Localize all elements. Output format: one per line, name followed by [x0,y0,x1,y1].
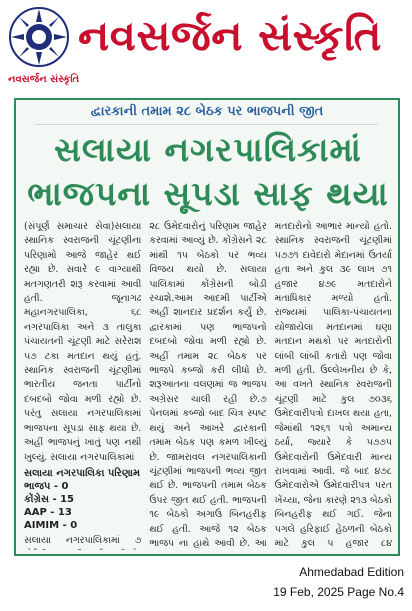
column-1-paragraph: (સંપૂર્ણ સમાચાર સેવા)સલાયા સ્થાનિક સ્વરાજની ચૂંટણીના પરિણામો આજે જાહેર થઈ રહ્યા છે. સવારે ૯ વાગ્યાથી મતગણતરી શરૂ કરવામાં આવી હતી. જૂનાગઢ મહાનગરપાલિકા, ૬૮ નગરપાલિકા અને ૩ તાલુકા પંચાયતની ચૂંટણી માટે સરેરાશ ૫૭ ટકા મતદાન થયું હતું. સ્થાનિક સ્વરાજની ચૂંટણીમાં ભારતીય જનતા પાર્ટીનો દબદબો જોવા મળી રહ્યો છે. પરંતુ સલાયા નગરપાલિકામાં ભાજપના સૂપડા સાફ થયા છે. અહીં ભાજપનું ખાતું પણ નથી ખુલ્યું. સલાયા નગરપાલિકામાં [24,221,142,463]
article-column-2 [149,220,266,550]
article-headline [26,128,390,216]
column-3-paragraph: મતદારોનો આભાર માન્યો હતો. સ્થાનિક સ્વરાજની ચૂંટણીમાં ૫૭૭૧ દાવેદારો મેદાનમાં ઉતર્યા હતા અને કુલ ૩૯ લાખ ૭૧ હજાર ૪૭૯ મતદારોને મતાધિકાર મળ્યો હતો. રાજ્યમાં પાલિકા-પંચાયતના યોજાયેલા મતદાનમાં ઘણા મતદાન મથકો પર મતદારોની લાંબી લાંબી કતારો પણ જોવા મળી હતી. ઉલ્લેખનીય છે કે, આ વખતે સ્થાનિક સ્વરાજની ચૂંટણી માટે કુલ ૭૦૩૬ ઉમેદવારીપત્રો દાખલ થયા હતા, જેમાંથી ૧૨૬૧ પત્રો અમાન્ય ઠર્યા, જ્યારે કે ૫૭૭૫ ઉમેદવારોની ઉમેદવારી માન્ય રાખવામાં આવી. જે બાદ ૪૭૮ ઉમેદવારોએ ઉમેદવારીપત્ર પરત ખેંચ્યા, જેના કારણે ૨૧૩ બેઠકો બિનહરીફ થઈ ગઈ. જેના પગલે હરિફાઈ હેઠળની બેઠકો માટે કુલ ૫ હજાર ૮૪ [274,221,392,549]
kicker-divider [36,124,378,125]
result-bjp: ભાજપ - 0 [24,480,69,492]
article-column-3 [275,220,392,550]
article-kicker: દ્વારકાની તમામ ૨૮ બેઠક પર ભાજપની જીત [90,104,324,119]
article-columns [24,220,392,550]
results-box [24,467,141,532]
result-aimim: AIMIM - 0 [24,519,78,531]
edition-name: Ahmedabad Edition [299,565,404,579]
sun-logo-icon [8,6,70,68]
article-column-1 [24,220,141,550]
edition-info [204,562,404,602]
headline-line-2: ભાજપના સૂપડા સાફ થયા [27,174,389,213]
newspaper-title: નવસર્જન સંસ્કૃતિ [78,11,382,60]
results-title: સલાયા નગરપાલિકા પરિણામ [24,467,141,479]
edition-date-page: 19 Feb, 2025 Page No.4 [273,585,404,599]
news-article [14,98,400,556]
masthead [0,0,412,92]
headline-line-1: સલાયા નગરપાલિકામાં [54,130,362,169]
result-aap: AAP - 13 [24,506,72,518]
column-1-paragraph-2: સલાયા નગરપાલિકામાં ૭ [24,534,142,546]
newspaper-subtitle: નવસર્જન સંસ્કૃતિ [8,74,80,85]
result-congress: કોંગ્રેસ - 15 [24,493,74,505]
column-2-paragraph: ૨૮ ઉમેદવારોનું પરિણામ જાહેર કરવામાં આવ્યું છે. કોંગ્રેસને ૨૮ માંથી ૧૫ બેઠકો પર ભવ્ય વિજય થયો છે. સલાયા પાલિકામાં કોંગ્રેસની બોડી રચાશે.આમ આદમી પાર્ટીએ અહીં શાનદાર પ્રદર્શન કર્યું છે. દ્વારકામાં પણ ભાજપનો દબદબો જોવા મળી રહ્યો છે. અહીં તમામ ૨૮ બેઠક પર ભાજપે કબ્જો કરી લીધો છે. શરૂઆતના વલણમાં જ ભાજપ અગ્રેસર ચાલી રહી છે.૭ પેનલમાં કબ્જો બાદ ચિત્ર સ્પષ્ટ થયું અને આખરે દ્વારકાની તમામ બેઠક પણ કમળ ખીલ્યું છે. જામરાવલ નગરપાલિકાની ચૂંટણીમાં ભાજપની ભવ્ય જીત થઈ છે. ભાજપની તમામ બેઠક ઉપર જીત થઈ હતી. ભાજપની ૧૯ બેઠકો અગાઉ બિનહરીફ થઈ હતી. આજે ૧૨ બેઠક ભાજપ ના હાથે આવી છે. આ [149,221,267,549]
